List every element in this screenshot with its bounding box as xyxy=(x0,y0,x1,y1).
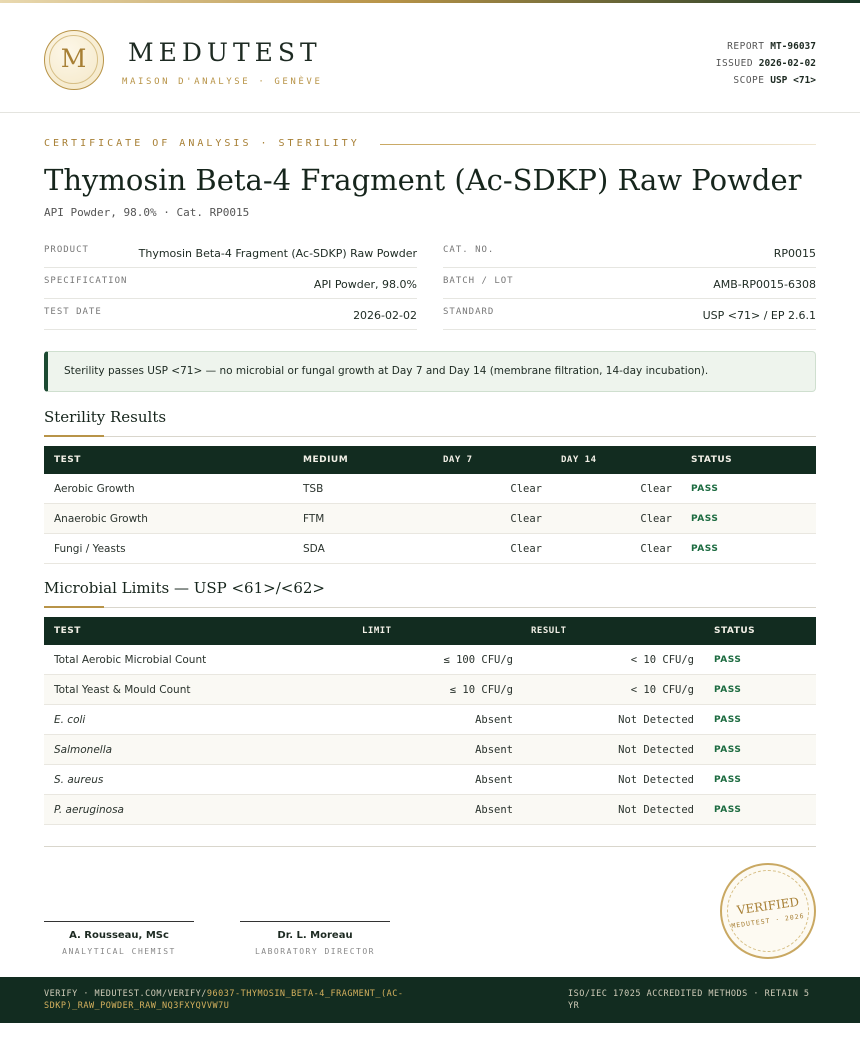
cell-test: E. coli xyxy=(54,714,86,726)
column-header: TEST xyxy=(54,455,81,465)
signature-block-director xyxy=(240,921,390,956)
cell-test: Salmonella xyxy=(54,744,113,756)
cell-test: Fungi / Yeasts xyxy=(54,543,126,555)
table-row xyxy=(44,675,816,705)
cell-result: Not Detected xyxy=(618,744,694,756)
info-label: SPECIFICATION xyxy=(44,276,128,286)
meta-issued: ISSUED 2026-02-02 xyxy=(715,58,816,69)
info-row-standard xyxy=(443,299,816,330)
status-badge: PASS xyxy=(691,514,719,524)
table-row xyxy=(44,735,816,765)
cell-result: Not Detected xyxy=(618,714,694,726)
signatory-role: ANALYTICAL CHEMIST xyxy=(62,947,176,956)
table-row xyxy=(44,645,816,675)
status-badge: PASS xyxy=(691,544,719,554)
cell-limit: ≤ 100 CFU/g xyxy=(443,654,513,666)
cell-test: Total Aerobic Microbial Count xyxy=(54,654,207,666)
column-header: DAY 14 xyxy=(561,455,597,465)
sterility-section-title: Sterility Results xyxy=(44,408,167,426)
section-divider xyxy=(44,607,816,608)
cell-day7: Clear xyxy=(510,543,542,555)
info-label: STANDARD xyxy=(443,307,495,317)
cell-medium: SDA xyxy=(303,543,325,555)
cell-test: Anaerobic Growth xyxy=(54,513,148,525)
info-label: PRODUCT xyxy=(44,245,89,255)
cell-day14: Clear xyxy=(640,483,672,495)
notice-text: Sterility passes USP <71> — no microbial or fungal growth at Day 7 and Day 14 (membrane filtration, 14-day incubation). xyxy=(64,365,709,377)
info-label: TEST DATE xyxy=(44,307,102,317)
meta-report: REPORT MT-96037 xyxy=(727,41,816,52)
info-label: BATCH / LOT xyxy=(443,276,514,286)
document-eyebrow: CERTIFICATE OF ANALYSIS · STERILITY xyxy=(44,138,360,149)
section-accent xyxy=(44,606,104,608)
column-header: RESULT xyxy=(531,626,567,636)
cell-day7: Clear xyxy=(510,483,542,495)
cell-day7: Clear xyxy=(510,513,542,525)
cell-limit: Absent xyxy=(475,744,513,756)
cell-limit: ≤ 10 CFU/g xyxy=(449,684,513,696)
column-header: STATUS xyxy=(714,626,756,636)
cell-result: Not Detected xyxy=(618,774,694,786)
page-header xyxy=(0,3,860,113)
column-header: STATUS xyxy=(691,455,733,465)
section-accent xyxy=(44,435,104,437)
signature-divider xyxy=(44,846,816,847)
cell-test: P. aeruginosa xyxy=(54,804,124,816)
column-header: DAY 7 xyxy=(443,455,473,465)
cell-limit: Absent xyxy=(475,804,513,816)
seal-main-text: VERIFIED xyxy=(736,894,800,918)
verified-seal xyxy=(720,863,816,959)
section-divider xyxy=(44,436,816,437)
info-value: 2026-02-02 xyxy=(353,309,417,322)
cell-result: Not Detected xyxy=(618,804,694,816)
status-badge: PASS xyxy=(691,484,719,494)
accreditation-note: ISO/IEC 17025 ACCREDITED METHODS · RETAIN 5 YR xyxy=(568,989,810,1011)
sterility-notice xyxy=(44,351,816,392)
info-row-test-date xyxy=(44,299,417,330)
info-row-batch xyxy=(443,268,816,299)
page-footer xyxy=(0,977,860,1023)
info-value: RP0015 xyxy=(773,247,816,260)
cell-result: < 10 CFU/g xyxy=(630,654,694,666)
cell-limit: Absent xyxy=(475,714,513,726)
table-row xyxy=(44,474,816,504)
status-badge: PASS xyxy=(714,715,742,725)
column-header: LIMIT xyxy=(362,626,392,636)
table-row xyxy=(44,795,816,825)
info-label: CAT. NO. xyxy=(443,245,495,255)
table-header xyxy=(44,617,816,645)
status-badge: PASS xyxy=(714,775,742,785)
report-meta xyxy=(716,38,816,89)
status-badge: PASS xyxy=(714,745,742,755)
brand-tagline: MAISON D'ANALYSE · GENÈVE xyxy=(122,77,323,87)
column-header: MEDIUM xyxy=(303,455,349,465)
brand-name: MEDUTEST xyxy=(128,38,322,67)
status-badge: PASS xyxy=(714,805,742,815)
status-badge: PASS xyxy=(714,685,742,695)
cell-test: Aerobic Growth xyxy=(54,483,135,495)
logo-letter: M xyxy=(60,44,87,73)
signatory-name: A. Rousseau, MSc xyxy=(69,930,169,941)
verify-link[interactable]: VERIFY · MEDUTEST.COM/VERIFY/96037-THYMOSIN_BETA-4_FRAGMENT_(AC-SDKP)_RAW_POWDER_RAW_NQ3FXYQVVW7U xyxy=(44,989,404,1011)
table-row xyxy=(44,504,816,534)
page-subtitle: API Powder, 98.0% · Cat. RP0015 xyxy=(44,206,250,219)
cell-test: Total Yeast & Mould Count xyxy=(54,684,191,696)
status-badge: PASS xyxy=(714,655,742,665)
cell-medium: TSB xyxy=(303,483,324,495)
info-value: AMB-RP0015-6308 xyxy=(713,278,816,291)
cell-result: < 10 CFU/g xyxy=(630,684,694,696)
eyebrow-divider xyxy=(380,144,816,145)
page-title: Thymosin Beta-4 Fragment (Ac-SDKP) Raw Powder xyxy=(44,163,802,197)
cell-day14: Clear xyxy=(640,543,672,555)
info-value: Thymosin Beta-4 Fragment (Ac-SDKP) Raw Powder xyxy=(138,247,417,260)
table-row xyxy=(44,534,816,564)
meta-scope: SCOPE USP <71> xyxy=(733,75,816,86)
microbial-section-title: Microbial Limits — USP <61>/<62> xyxy=(44,579,325,597)
brand-logo xyxy=(44,30,104,90)
table-row xyxy=(44,705,816,735)
info-row-specification xyxy=(44,268,417,299)
seal-sub-text: MEDUTEST · 2026 xyxy=(730,911,806,931)
cell-test: S. aureus xyxy=(54,774,104,786)
cell-limit: Absent xyxy=(475,774,513,786)
cell-medium: FTM xyxy=(303,513,325,525)
info-row-product xyxy=(44,237,417,268)
signatory-role: LABORATORY DIRECTOR xyxy=(254,947,375,956)
info-row-cat-no xyxy=(443,237,816,268)
cell-day14: Clear xyxy=(640,513,672,525)
column-header: TEST xyxy=(54,626,81,636)
info-value: USP <71> / EP 2.6.1 xyxy=(702,309,816,322)
table-header xyxy=(44,446,816,474)
signature-block-chemist xyxy=(44,921,194,956)
signatory-name: Dr. L. Moreau xyxy=(277,930,353,941)
info-value: API Powder, 98.0% xyxy=(313,278,417,291)
table-row xyxy=(44,765,816,795)
